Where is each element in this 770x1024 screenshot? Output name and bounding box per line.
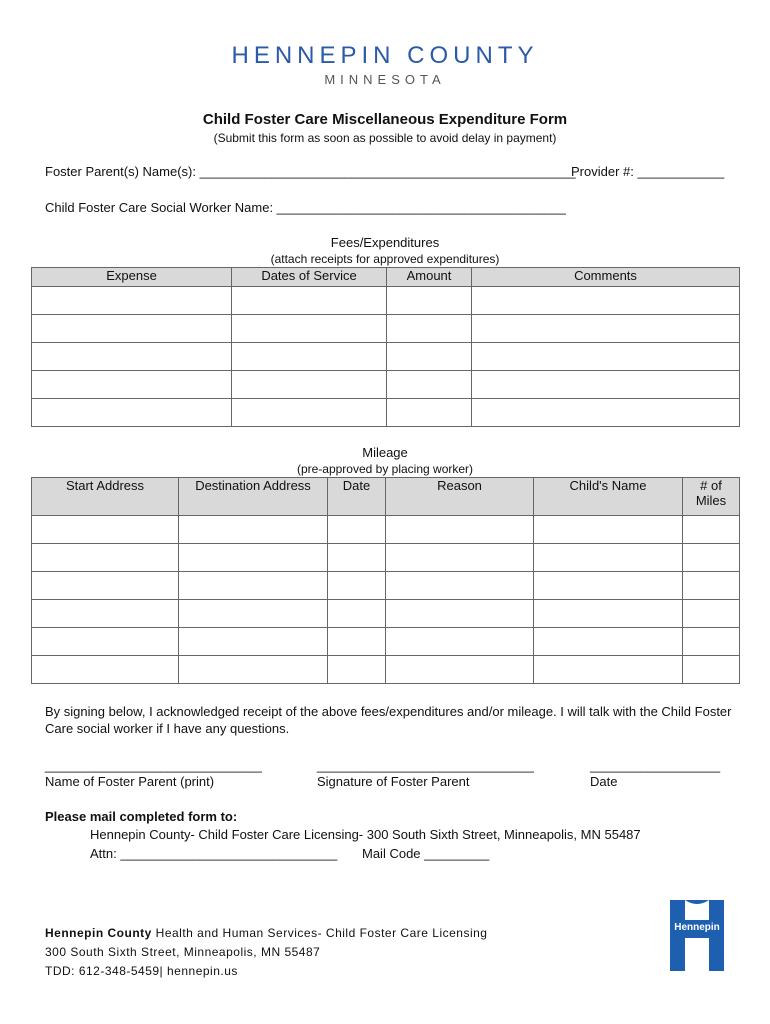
fees-col-expense: Expense [32,268,232,287]
county-name: HENNEPIN COUNTY [231,42,539,69]
signature-label: Signature of Foster Parent [317,774,470,789]
table-cell[interactable] [386,516,534,544]
table-cell[interactable] [472,371,740,399]
table-cell[interactable] [179,656,328,684]
table-row [32,399,740,427]
name-print-label: Name of Foster Parent (print) [45,774,215,789]
table-cell[interactable] [386,656,534,684]
table-cell[interactable] [683,544,740,572]
table-cell[interactable] [32,600,179,628]
fees-subtitle: (attach receipts for approved expenditures) [270,252,500,266]
table-cell[interactable] [534,572,683,600]
social-worker-name-field[interactable]: Child Foster Care Social Worker Name: ________________________________________ [45,200,566,215]
table-cell[interactable] [328,628,386,656]
acknowledgement-line-2: Care social worker if I have any questions. [45,721,290,736]
table-cell[interactable] [179,600,328,628]
table-cell[interactable] [32,315,232,343]
table-cell[interactable] [683,600,740,628]
table-cell[interactable] [534,544,683,572]
table-cell[interactable] [179,516,328,544]
table-cell[interactable] [387,287,472,315]
mileage-col-reason: Reason [386,478,534,516]
table-row [32,371,740,399]
table-cell[interactable] [328,600,386,628]
date-label: Date [590,774,618,789]
table-cell[interactable] [328,544,386,572]
table-cell[interactable] [534,628,683,656]
table-cell[interactable] [232,315,387,343]
date-line[interactable]: __________________ [590,758,721,773]
table-cell[interactable] [683,516,740,544]
fees-col-amount: Amount [387,268,472,287]
table-cell[interactable] [232,287,387,315]
footer-contact: TDD: 612-348-5459| hennepin.us [45,964,238,978]
table-cell[interactable] [386,628,534,656]
table-cell[interactable] [32,343,232,371]
mail-address: Hennepin County- Child Foster Care Licensing- 300 South Sixth Street, Minneapolis, MN 55487 [90,827,641,842]
mileage-col-child-name: Child's Name [534,478,683,516]
fees-col-dates: Dates of Service [232,268,387,287]
footer-org-dept: Health and Human Services- Child Foster Care Licensing [151,926,488,940]
table-cell[interactable] [683,656,740,684]
fees-table [31,267,740,427]
footer-org-name: Hennepin County [45,926,152,940]
table-cell[interactable] [328,656,386,684]
table-cell[interactable] [472,287,740,315]
mail-heading: Please mail completed form to: [45,809,238,824]
table-cell[interactable] [232,399,387,427]
table-cell[interactable] [387,315,472,343]
table-row [32,656,740,684]
mileage-col-destination: Destination Address [179,478,328,516]
table-cell[interactable] [534,600,683,628]
table-cell[interactable] [232,343,387,371]
table-cell[interactable] [534,656,683,684]
table-cell[interactable] [32,656,179,684]
table-cell[interactable] [386,544,534,572]
table-cell[interactable] [179,628,328,656]
state-name: MINNESOTA [324,72,446,87]
provider-number-field[interactable]: Provider #: ____________ [571,164,725,179]
table-cell[interactable] [387,399,472,427]
table-cell[interactable] [32,516,179,544]
table-cell[interactable] [472,315,740,343]
acknowledgement-line-1: By signing below, I acknowledged receipt of the above fees/expenditures and/or mileage. I will talk with the Child Foster [45,704,732,719]
attn-field[interactable]: Attn: ______________________________ [90,846,338,861]
table-cell[interactable] [683,628,740,656]
fees-title: Fees/Expenditures [330,235,440,250]
mileage-col-date: Date [328,478,386,516]
table-cell[interactable] [32,544,179,572]
mileage-col-start: Start Address [32,478,179,516]
table-cell[interactable] [179,544,328,572]
signature-line[interactable]: ______________________________ [317,758,534,773]
mail-code-field[interactable]: Mail Code _________ [362,846,490,861]
hennepin-logo [670,900,724,971]
table-cell[interactable] [472,343,740,371]
table-cell[interactable] [683,572,740,600]
table-row [32,544,740,572]
table-cell[interactable] [328,516,386,544]
footer-org [45,926,487,940]
table-row [32,315,740,343]
mileage-title: Mileage [362,445,408,460]
table-cell[interactable] [32,628,179,656]
form-subtitle: (Submit this form as soon as possible to avoid delay in payment) [213,131,557,145]
table-row [32,600,740,628]
hennepin-h-icon [670,900,724,971]
table-cell[interactable] [328,572,386,600]
mileage-table [31,477,740,684]
table-row [32,516,740,544]
mileage-col-miles: # of Miles [683,478,740,516]
table-row [32,572,740,600]
table-cell[interactable] [32,287,232,315]
table-cell[interactable] [32,572,179,600]
logo-text: Hennepin [674,922,720,933]
footer-address: 300 South Sixth Street, Minneapolis, MN 55487 [45,945,321,959]
table-cell[interactable] [387,371,472,399]
table-cell[interactable] [387,343,472,371]
table-cell[interactable] [232,371,387,399]
table-row [32,628,740,656]
foster-parent-name-field[interactable]: Foster Parent(s) Name(s): ____________________________________________________ [45,164,576,179]
table-cell[interactable] [386,600,534,628]
mileage-subtitle: (pre-approved by placing worker) [296,462,474,476]
table-cell[interactable] [32,399,232,427]
table-cell[interactable] [179,572,328,600]
fees-col-comments: Comments [472,268,740,287]
table-cell[interactable] [32,371,232,399]
table-row [32,287,740,315]
foster-parent-print-line[interactable]: ______________________________ [45,758,262,773]
table-cell[interactable] [386,572,534,600]
table-row [32,343,740,371]
table-cell[interactable] [534,516,683,544]
form-title: Child Foster Care Miscellaneous Expenditure Form [202,111,568,128]
table-cell[interactable] [472,399,740,427]
